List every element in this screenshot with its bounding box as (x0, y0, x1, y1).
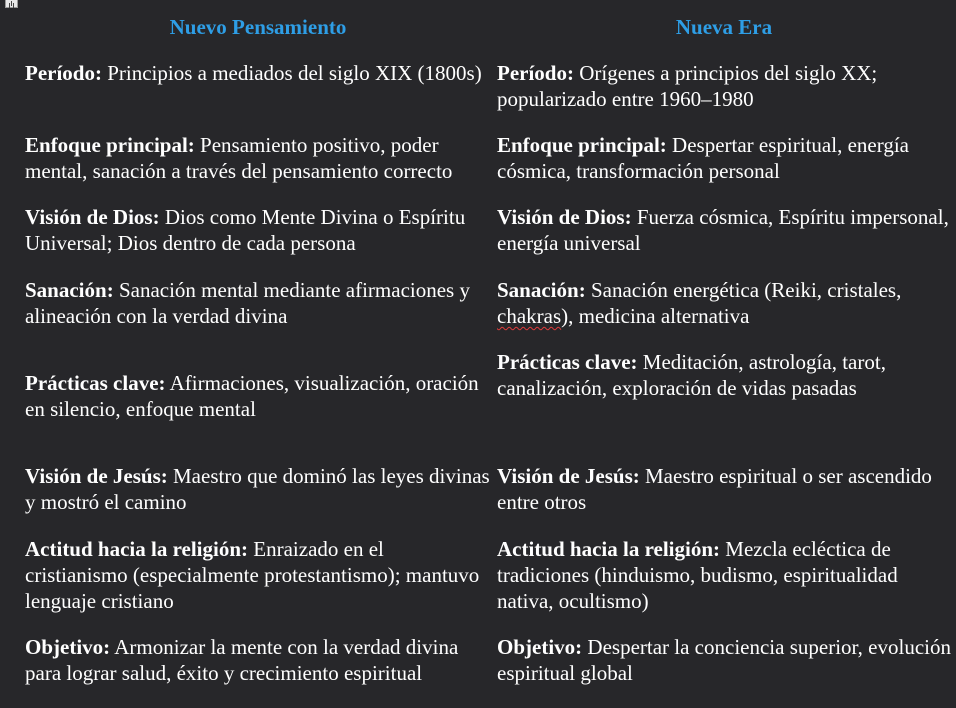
cell-objetivo-right: Objetivo: Despertar la conciencia superior, evolución espiritual global (497, 635, 951, 685)
row-label: Visión de Jesús: (25, 464, 168, 488)
cell-actitud-left: Actitud hacia la religión: Enraizado en el cristianismo (especialmente protestantismo); mantuvo lenguaje cristiano (25, 537, 480, 613)
cell-sanacion-right: Sanación: Sanación energética (Reiki, cristales, chakras), medicina alternativa (497, 278, 902, 328)
row-label: Objetivo: (497, 635, 583, 659)
row-label: Visión de Jesús: (497, 464, 640, 488)
row-label: Objetivo: (25, 635, 111, 659)
cell-periodo-right: Período: Orígenes a principios del siglo XX; popularizado entre 1960–1980 (497, 61, 878, 111)
cell-objetivo-left: Objetivo: Armonizar la mente con la verdad divina para lograr salud, éxito y crecimiento espiritual (25, 635, 459, 685)
row-label: Sanación: (25, 278, 114, 302)
cell-actitud-right: Actitud hacia la religión: Mezcla ecléctica de tradiciones (hinduismo, budismo, espiritualidad nativa, ocultismo) (497, 537, 898, 613)
cell-vision-jesus-right: Visión de Jesús: Maestro espiritual o ser ascendido entre otros (497, 464, 932, 514)
cell-practicas-left: Prácticas clave: Afirmaciones, visualización, oración en silencio, enfoque mental (25, 371, 479, 421)
row-label: Prácticas clave: (497, 350, 638, 374)
table-move-handle-icon[interactable] (5, 0, 18, 8)
cell-vision-dios-right: Visión de Dios: Fuerza cósmica, Espíritu impersonal, energía universal (497, 205, 949, 255)
cell-enfoque-left: Enfoque principal: Pensamiento positivo, poder mental, sanación a través del pensamiento correcto (25, 133, 453, 183)
row-label: Enfoque principal: (497, 133, 667, 157)
cell-enfoque-right: Enfoque principal: Despertar espiritual, energía cósmica, transformación personal (497, 133, 909, 183)
row-label: Visión de Dios: (497, 205, 632, 229)
cell-vision-dios-left: Visión de Dios: Dios como Mente Divina o Espíritu Universal; Dios dentro de cada persona (25, 205, 466, 255)
header-nuevo-pensamiento: Nuevo Pensamiento (169, 15, 347, 39)
row-label: Visión de Dios: (25, 205, 160, 229)
row-label: Actitud hacia la religión: (497, 537, 721, 561)
row-label: Actitud hacia la religión: (25, 537, 249, 561)
row-label: Sanación: (497, 278, 586, 302)
cell-practicas-right: Prácticas clave: Meditación, astrología, tarot, canalización, exploración de vidas pasadas (497, 350, 886, 400)
row-label: Período: (25, 61, 102, 85)
cell-periodo-left: Período: Principios a mediados del siglo XIX (1800s) (25, 61, 482, 85)
spellcheck-underline: chakras (497, 304, 562, 328)
cell-sanacion-left: Sanación: Sanación mental mediante afirmaciones y alineación con la verdad divina (25, 278, 470, 328)
row-label: Período: (497, 61, 574, 85)
cell-vision-jesus-left: Visión de Jesús: Maestro que dominó las leyes divinas y mostró el camino (25, 464, 490, 514)
row-label: Enfoque principal: (25, 133, 195, 157)
header-nueva-era: Nueva Era (675, 15, 773, 39)
row-label: Prácticas clave: (25, 371, 166, 395)
